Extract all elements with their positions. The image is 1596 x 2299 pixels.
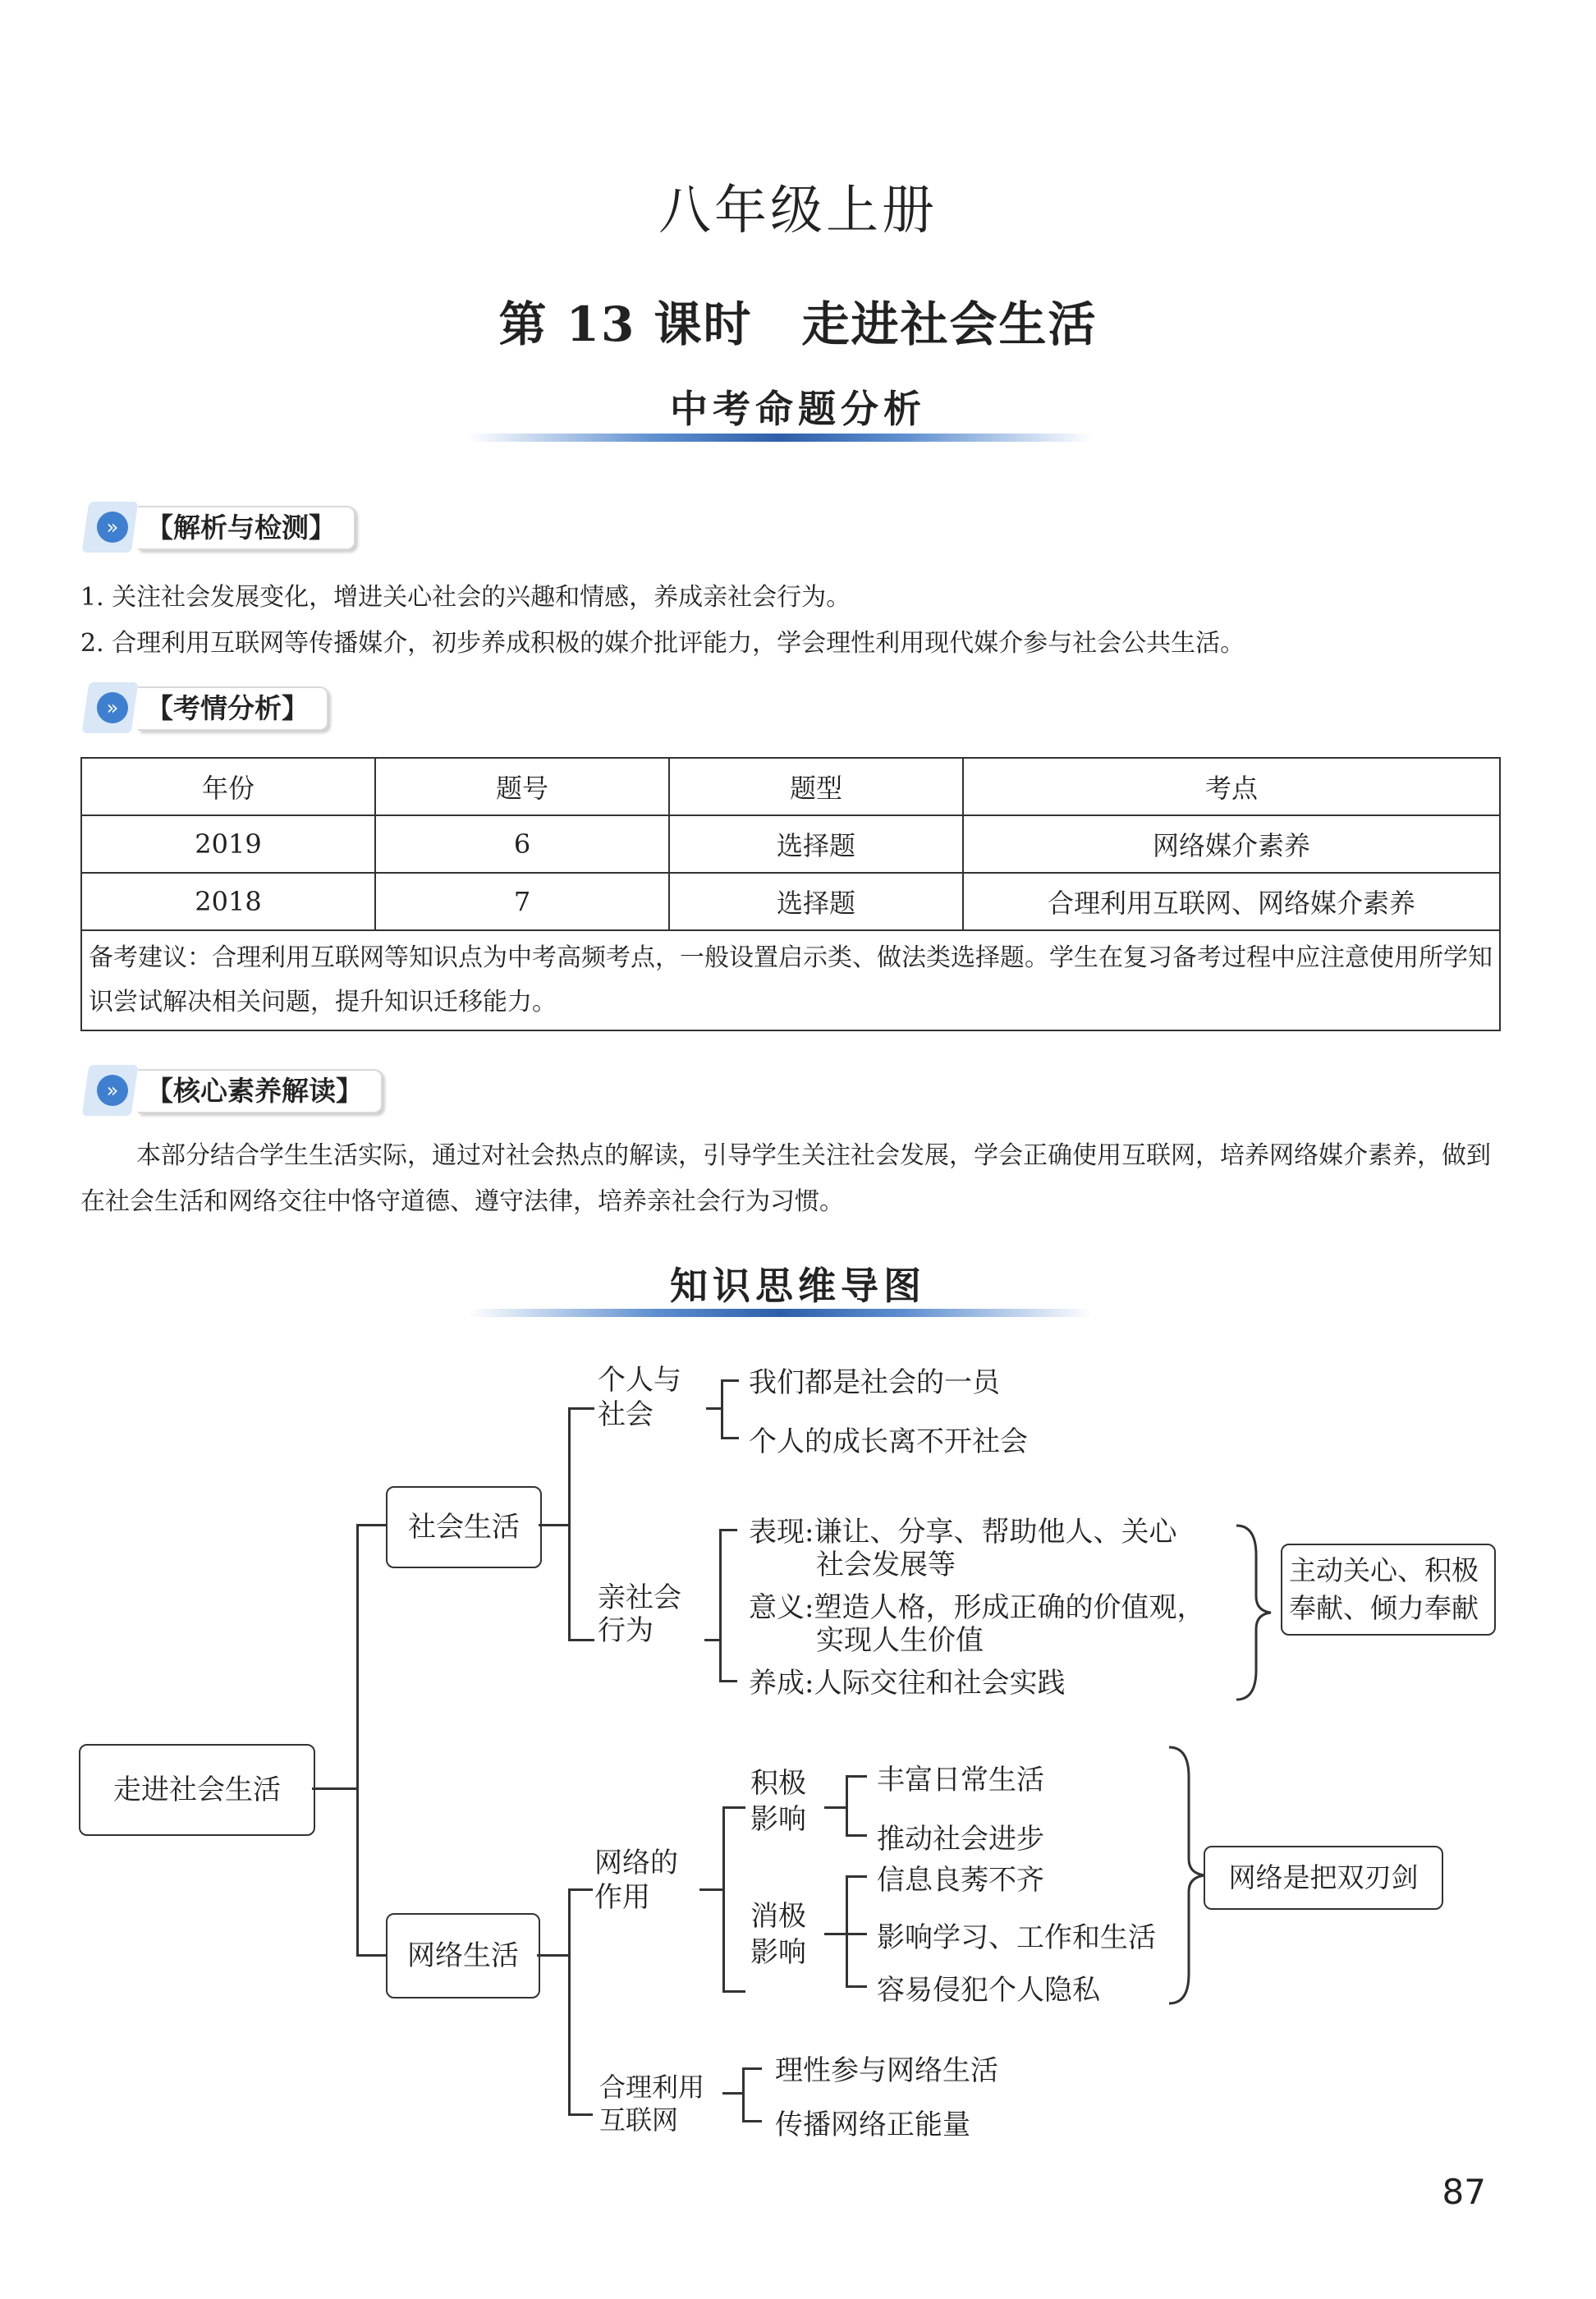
table-row: [81, 873, 1500, 930]
list-item: 影响学习、工作和生活: [877, 1921, 1156, 1954]
node-negative: 消极影响: [750, 1900, 806, 1969]
connector: [568, 1888, 593, 1891]
node-social-life: 社会生活: [386, 1486, 542, 1568]
table-header-row: [81, 758, 1500, 815]
lesson-title: 第 13 课时 走进社会生活: [498, 296, 1098, 352]
connector: [722, 1806, 725, 1992]
chevron-down-icon: »: [82, 502, 138, 554]
connector: [742, 2067, 762, 2070]
list-item: 理性参与网络生活: [775, 2054, 998, 2087]
list-item: 社会发展等: [816, 1549, 956, 1581]
list-item: 个人的成长离不开社会: [749, 1425, 1028, 1458]
connector: [721, 1437, 739, 1439]
connector: [721, 1379, 739, 1382]
table-cell: 合理利用互联网、网络媒介素养: [963, 873, 1500, 930]
tag-parse-label: 【解析与检测】: [138, 506, 355, 550]
table-header: 题号: [375, 758, 669, 815]
list-item: 容易侵犯个人隐私: [877, 1974, 1100, 2007]
connector: [846, 1834, 867, 1837]
node-net-life: 网络生活: [386, 1913, 540, 1998]
connector: [706, 1407, 722, 1410]
connector: [704, 1639, 721, 1641]
table-cell: 2018: [81, 873, 375, 930]
connector: [699, 1888, 724, 1891]
tag-core: [82, 1067, 383, 1115]
list-item: 实现人生价值: [816, 1624, 984, 1657]
volume-title: 八年级上册: [658, 181, 938, 241]
connector: [846, 1875, 848, 1987]
connector: [719, 1680, 737, 1682]
connector: [846, 1775, 867, 1778]
connector: [568, 1639, 594, 1641]
connector: [742, 2067, 745, 2122]
table-cell: 选择题: [669, 815, 963, 873]
node-use-net: 合理利用互联网: [599, 2072, 705, 2136]
list-item: 信息良莠不齐: [877, 1864, 1044, 1897]
connector: [719, 1529, 722, 1682]
page-number: 87: [1442, 2172, 1486, 2212]
connector: [846, 1985, 867, 1988]
connector: [356, 1524, 359, 1956]
table-header: 年份: [81, 758, 375, 815]
table-header: 考点: [963, 758, 1500, 815]
list-item: 传播网络正能量: [775, 2109, 970, 2141]
node-positive: 积极影响: [750, 1767, 806, 1836]
tag-parse: [82, 504, 355, 552]
core-text: 本部分结合学生生活实际，通过对社会热点的解读，引导学生关注社会发展，学会正确使用互联网，培养网络媒介素养，做到在社会生活和网络交往中恪守道德、遵守法律，培养亲社会行为习惯。: [80, 1141, 1491, 1216]
connector: [722, 1806, 745, 1809]
connector: [568, 2113, 593, 2116]
connector: [539, 1524, 570, 1526]
table-header: 题型: [669, 758, 963, 815]
list-item: 养成:人际交往和社会实践: [749, 1667, 1066, 1700]
table-cell: 2019: [81, 815, 375, 873]
list-item: 丰富日常生活: [877, 1764, 1044, 1797]
node-net-summary: 网络是把双刃剑: [1204, 1846, 1443, 1910]
connector: [846, 1775, 848, 1836]
section-underline: [468, 434, 1092, 442]
exam-table: [80, 757, 1501, 1031]
connector: [846, 1933, 867, 1935]
connector: [824, 1806, 847, 1809]
parse-item: 2. 合理利用互联网等传播媒介，初步养成积极的媒介批评能力，学会理性利用现代媒介参与社会公共生活。: [80, 629, 1245, 658]
connector: [568, 1888, 571, 2115]
table-cell: 选择题: [669, 873, 963, 930]
connector: [722, 1990, 745, 1993]
section-title-mind-map: 知识思维导图: [670, 1264, 926, 1308]
connector: [312, 1787, 358, 1790]
node-prosocial-summary: 主动关心、积极奉献、倾力奉献: [1281, 1544, 1496, 1636]
list-item: 我们都是社会的一员: [749, 1366, 1000, 1399]
node-person-society: 个人与社会: [598, 1364, 681, 1431]
brace: [1231, 1522, 1281, 1703]
connector: [537, 1954, 570, 1957]
node-prosocial: 亲社会行为: [598, 1581, 681, 1647]
connector: [846, 1875, 867, 1878]
chevron-down-icon: »: [82, 682, 138, 735]
connector: [356, 1524, 386, 1526]
mindmap-root: 走进社会生活: [79, 1744, 315, 1836]
chevron-down-icon: »: [82, 1065, 138, 1117]
tag-core-label: 【核心素养解读】: [138, 1069, 383, 1113]
connector: [568, 1407, 571, 1641]
section-underline: [468, 1309, 1092, 1317]
connector: [719, 1529, 737, 1531]
connector: [742, 2120, 762, 2122]
list-item: 意义:塑造人格，形成正确的价值观，: [749, 1591, 1205, 1624]
table-cell: 网络媒介素养: [963, 815, 1500, 873]
connector: [722, 2092, 744, 2095]
table-cell: 7: [375, 873, 669, 930]
list-item: 推动社会进步: [877, 1823, 1044, 1856]
section-title-exam-analysis: 中考命题分析: [670, 387, 926, 431]
exam-advice: 备考建议：合理利用互联网等知识点为中考高频考点，一般设置启示类、做法类选择题。学生在复习备考过程中应注意使用所学知识尝试解决相关问题，提升知识迁移能力。: [81, 930, 1500, 1030]
table-row: [81, 815, 1500, 873]
connector: [721, 1379, 723, 1439]
connector: [568, 1407, 594, 1410]
tag-exam-label: 【考情分析】: [138, 686, 328, 731]
list-item: 表现:谦让、分享、帮助他人、关心: [749, 1516, 1177, 1549]
table-cell: 6: [375, 815, 669, 873]
table-note-row: [81, 930, 1500, 1030]
tag-exam: [82, 685, 328, 732]
parse-item: 1. 关注社会发展变化，增进关心社会的兴趣和情感，养成亲社会行为。: [80, 583, 851, 612]
connector: [824, 1933, 847, 1935]
connector: [356, 1954, 386, 1957]
node-net-role: 网络的作用: [594, 1847, 678, 1914]
